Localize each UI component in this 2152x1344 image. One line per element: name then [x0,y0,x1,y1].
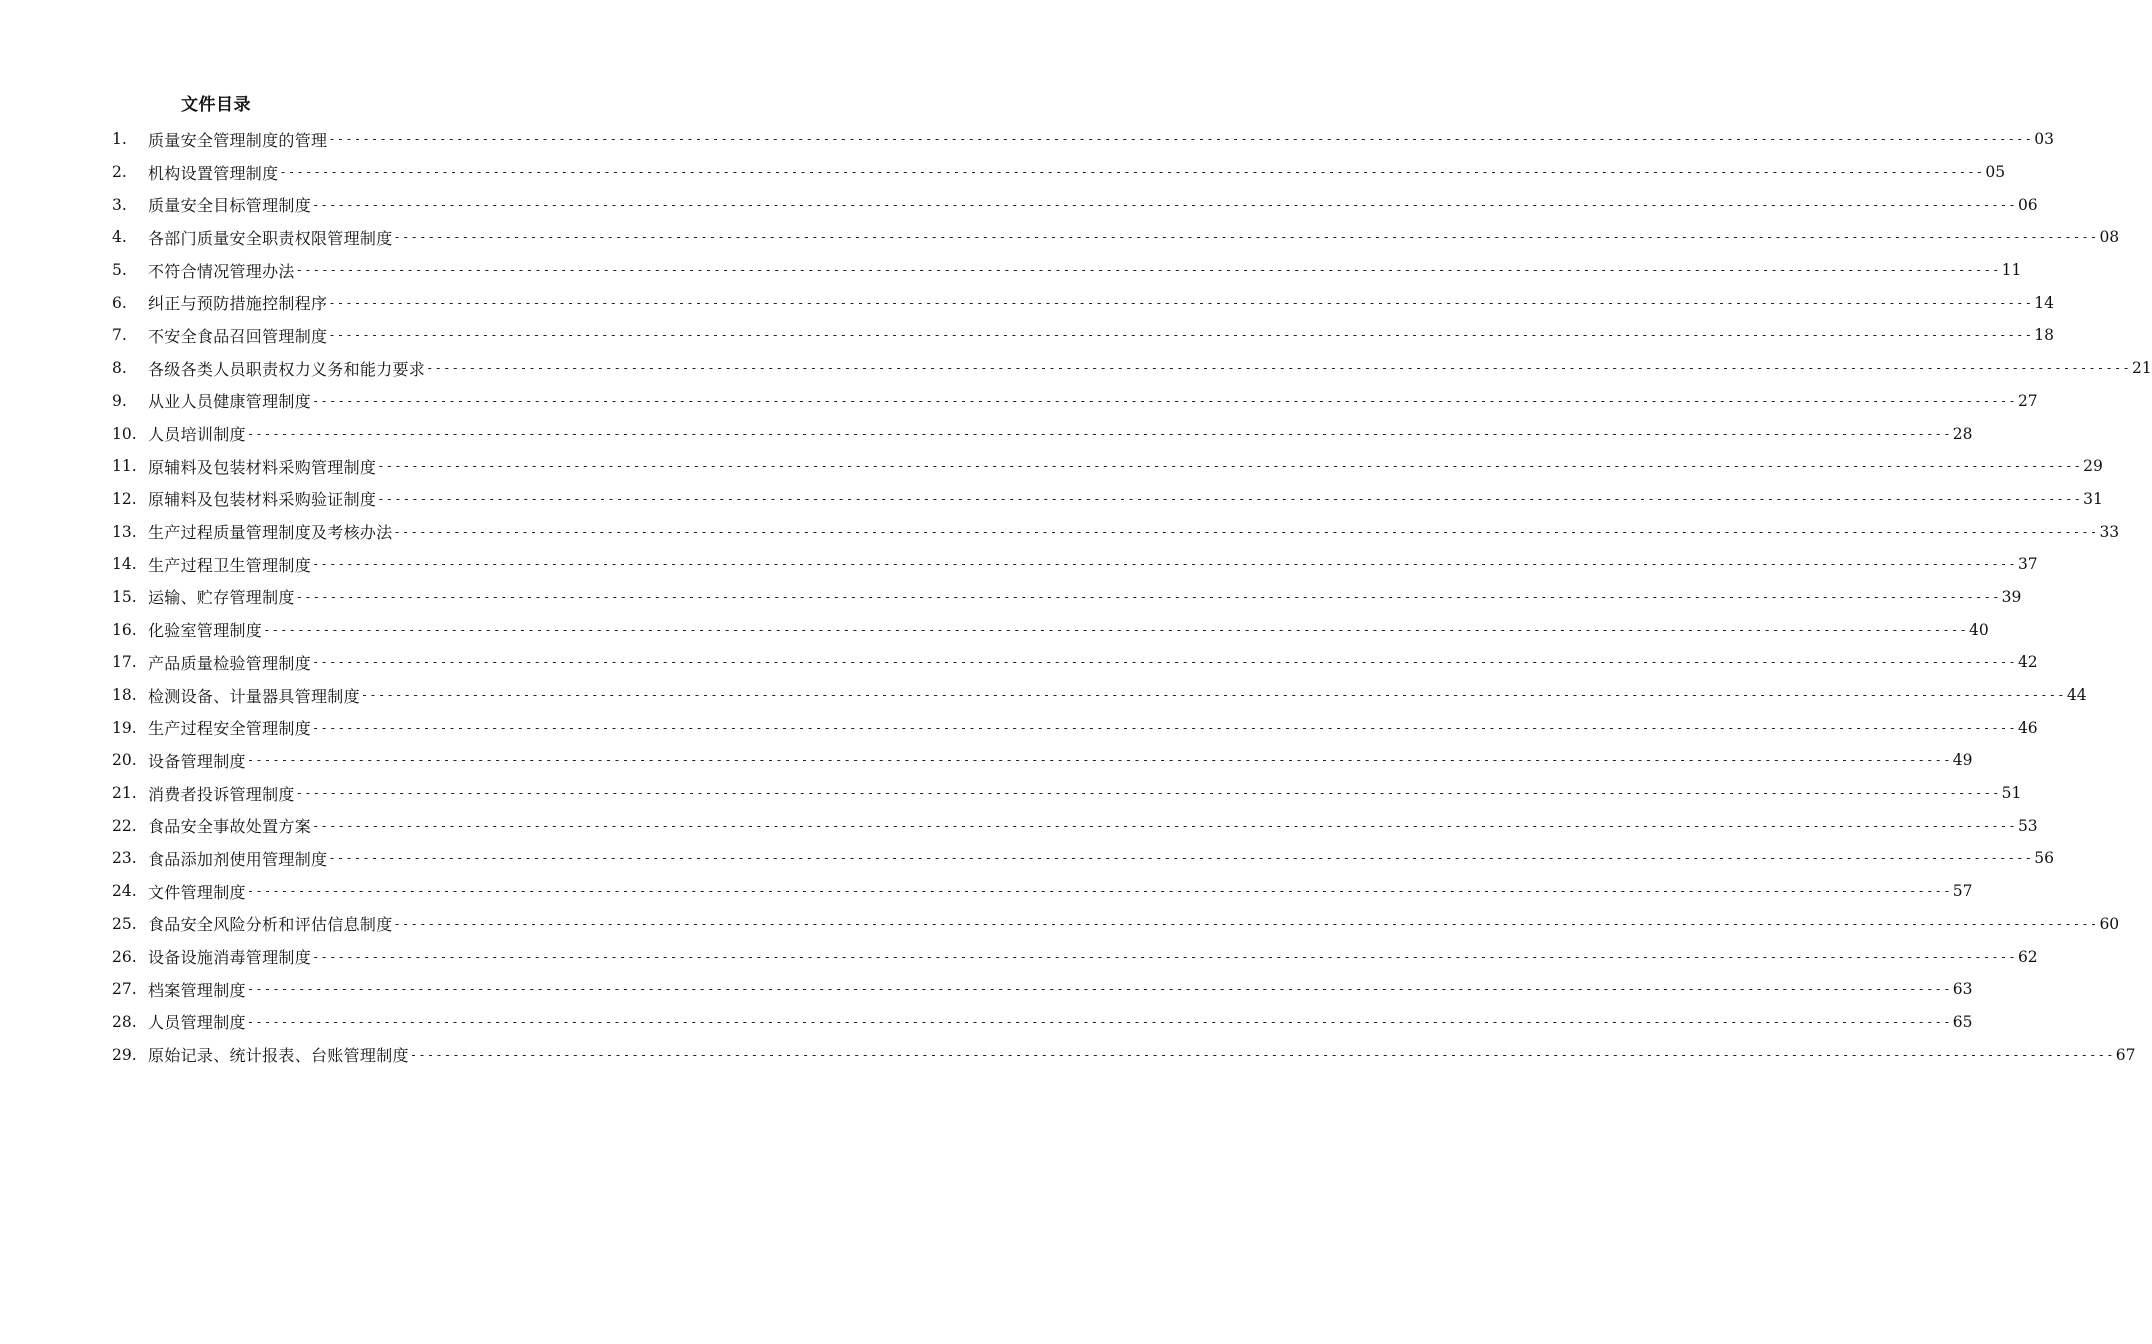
dash-leader: -------------------------------------------------------------------------------------------------------------------------------------------------------------------------------------------------------- [377,459,2083,474]
toc-entry [112,809,2038,842]
toc-entry-page-number: 53 [2017,816,2038,835]
toc-entry-number: 2. [112,163,127,182]
toc-entry-page-number: 65 [1952,1012,1973,1031]
dash-leader: -------------------------------------------------------------------------------------------------------------------------------------------------------------------------------------------------------- [263,622,1969,637]
dash-leader: -------------------------------------------------------------------------------------------------------------------------------------------------------------------------------------------------------- [295,263,2001,278]
toc-entry-title: 食品安全事故处置方案 [148,817,312,837]
toc-entry-page-number: 29 [2083,457,2103,476]
toc-entry-number: 15. [112,587,137,606]
toc-entry-number: 29. [112,1045,137,1064]
dash-leader: -------------------------------------------------------------------------------------------------------------------------------------------------------------------------------------------------------- [312,197,2017,212]
toc-entry [112,385,2038,418]
toc-title: 文件目录 [181,95,251,115]
dash-leader: -------------------------------------------------------------------------------------------------------------------------------------------------------------------------------------------------------- [246,426,1952,441]
toc-entry [112,679,2087,712]
toc-entry [112,515,2120,548]
dash-leader: -------------------------------------------------------------------------------------------------------------------------------------------------------------------------------------------------------- [328,851,2034,866]
toc-entry-page-number: 51 [2001,784,2022,803]
toc-entry-title: 从业人员健康管理制度 [148,392,312,412]
toc-entry-number: 4. [112,228,127,247]
toc-entry [112,254,2022,287]
toc-entry [112,973,1973,1006]
dash-leader: -------------------------------------------------------------------------------------------------------------------------------------------------------------------------------------------------------- [246,1014,1952,1029]
toc-entry-title: 食品安全风险分析和评估信息制度 [148,915,393,935]
toc-entry-page-number: 56 [2034,849,2054,868]
toc-entry-title: 运输、贮存管理制度 [148,588,295,608]
toc-entry-title: 纠正与预防措施控制程序 [148,294,328,314]
toc-entry-title: 质量安全目标管理制度 [148,196,312,216]
dash-leader: -------------------------------------------------------------------------------------------------------------------------------------------------------------------------------------------------------- [312,557,2017,572]
toc-entry-number: 25. [112,914,137,933]
toc-entry [112,156,2006,189]
toc-entry [112,221,2120,254]
toc-entry [112,842,2054,875]
toc-entry-page-number: 31 [2083,489,2103,508]
dash-leader: -------------------------------------------------------------------------------------------------------------------------------------------------------------------------------------------------------- [393,916,2099,931]
toc-entry-title: 生产过程质量管理制度及考核办法 [148,523,393,543]
toc-entry-title: 不符合情况管理办法 [148,261,295,281]
toc-entry-title: 消费者投诉管理制度 [148,784,295,804]
toc-entry-title: 人员管理制度 [148,1013,246,1033]
toc-entry-number: 13. [112,522,137,541]
toc-entry-title: 不安全食品召回管理制度 [148,326,328,346]
toc-entry-title: 原辅料及包装材料采购管理制度 [148,457,377,477]
toc-entry-page-number: 27 [2017,391,2038,410]
toc-entry [112,548,2038,581]
toc-entry [112,1038,2136,1071]
table-of-contents [112,123,2152,1071]
toc-entry-number: 11. [112,457,137,476]
toc-entry-page-number: 08 [2099,228,2120,247]
dash-leader: -------------------------------------------------------------------------------------------------------------------------------------------------------------------------------------------------------- [312,393,2017,408]
toc-entry-title: 食品添加剂使用管理制度 [148,849,328,869]
toc-entry [112,286,2054,319]
toc-entry [112,483,2103,516]
toc-entry-page-number: 33 [2099,522,2120,541]
dash-leader: -------------------------------------------------------------------------------------------------------------------------------------------------------------------------------------------------------- [377,491,2083,506]
toc-entry [112,450,2103,483]
toc-entry [112,940,2038,973]
toc-entry-page-number: 11 [2001,261,2022,280]
toc-entry-page-number: 06 [2017,195,2038,214]
toc-entry-page-number: 18 [2034,326,2054,345]
toc-entry-number: 18. [112,686,137,705]
toc-entry [112,744,1973,777]
toc-entry-title: 各级各类人员职责权力义务和能力要求 [148,359,426,379]
toc-entry-title: 原辅料及包装材料采购验证制度 [148,490,377,510]
dash-leader: -------------------------------------------------------------------------------------------------------------------------------------------------------------------------------------------------------- [393,230,2099,245]
toc-entry-number: 12. [112,489,137,508]
toc-entry-number: 22. [112,816,137,835]
toc-entry-page-number: 37 [2017,555,2038,574]
dash-leader: -------------------------------------------------------------------------------------------------------------------------------------------------------------------------------------------------------- [409,1047,2115,1062]
toc-entry-page-number: 21 [2132,359,2152,378]
toc-entry-number: 1. [112,130,127,149]
dash-leader: -------------------------------------------------------------------------------------------------------------------------------------------------------------------------------------------------------- [312,818,2017,833]
toc-entry-number: 26. [112,947,137,966]
toc-entry [112,123,2054,156]
toc-entry-number: 21. [112,784,137,803]
dash-leader: -------------------------------------------------------------------------------------------------------------------------------------------------------------------------------------------------------- [246,753,1952,768]
toc-entry [112,711,2038,744]
toc-entry-title: 生产过程安全管理制度 [148,719,312,739]
toc-entry [112,188,2038,221]
toc-entry-page-number: 03 [2034,130,2054,149]
toc-entry-title: 产品质量检验管理制度 [148,653,312,673]
toc-entry-number: 14. [112,555,137,574]
toc-entry-title: 检测设备、计量器具管理制度 [148,686,360,706]
toc-entry-page-number: 42 [2017,653,2038,672]
dash-leader: -------------------------------------------------------------------------------------------------------------------------------------------------------------------------------------------------------- [328,295,2034,310]
toc-entry-title: 设备管理制度 [148,751,246,771]
toc-entry-title: 档案管理制度 [148,980,246,1000]
toc-entry-page-number: 63 [1952,980,1973,999]
toc-entry-page-number: 60 [2099,914,2120,933]
toc-entry [112,319,2054,352]
toc-entry-page-number: 49 [1952,751,1973,770]
toc-entry-page-number: 14 [2034,293,2054,312]
toc-entry-number: 10. [112,424,137,443]
toc-entry-title: 各部门质量安全职责权限管理制度 [148,228,393,248]
toc-entry-page-number: 57 [1952,882,1973,901]
toc-entry-number: 27. [112,980,137,999]
dash-leader: -------------------------------------------------------------------------------------------------------------------------------------------------------------------------------------------------------- [295,786,2001,801]
dash-leader: -------------------------------------------------------------------------------------------------------------------------------------------------------------------------------------------------------- [426,361,2132,376]
dash-leader: -------------------------------------------------------------------------------------------------------------------------------------------------------------------------------------------------------- [312,949,2017,964]
toc-entry-number: 3. [112,195,127,214]
toc-entry-number: 17. [112,653,137,672]
toc-entry-number: 6. [112,293,127,312]
toc-entry-title: 文件管理制度 [148,882,246,902]
toc-entry-title: 设备设施消毒管理制度 [148,948,312,968]
dash-leader: -------------------------------------------------------------------------------------------------------------------------------------------------------------------------------------------------------- [246,982,1952,997]
toc-entry [112,875,1973,908]
toc-entry-page-number: 46 [2017,718,2038,737]
toc-entry-number: 9. [112,391,127,410]
dash-leader: -------------------------------------------------------------------------------------------------------------------------------------------------------------------------------------------------------- [246,884,1952,899]
toc-entry-number: 20. [112,751,137,770]
dash-leader: -------------------------------------------------------------------------------------------------------------------------------------------------------------------------------------------------------- [279,165,1985,180]
toc-entry-title: 机构设置管理制度 [148,163,279,183]
toc-entry-title: 人员培训制度 [148,425,246,445]
toc-entry-number: 28. [112,1012,137,1031]
toc-entry-number: 23. [112,849,137,868]
toc-entry-title: 原始记录、统计报表、台账管理制度 [148,1046,409,1066]
toc-entry-page-number: 67 [2115,1045,2136,1064]
dash-leader: -------------------------------------------------------------------------------------------------------------------------------------------------------------------------------------------------------- [360,688,2066,703]
toc-entry-page-number: 28 [1952,424,1973,443]
toc-entry [112,646,2038,679]
toc-entry-number: 24. [112,882,137,901]
toc-entry-title: 化验室管理制度 [148,621,263,641]
toc-entry-page-number: 44 [2066,686,2087,705]
dash-leader: -------------------------------------------------------------------------------------------------------------------------------------------------------------------------------------------------------- [328,132,2034,147]
toc-entry [112,1006,1973,1039]
toc-entry-number: 19. [112,718,137,737]
dash-leader: -------------------------------------------------------------------------------------------------------------------------------------------------------------------------------------------------------- [312,720,2017,735]
toc-entry-title: 质量安全管理制度的管理 [148,130,328,150]
toc-entry-page-number: 05 [1985,163,2006,182]
toc-entry [112,777,2022,810]
toc-entry-title: 生产过程卫生管理制度 [148,555,312,575]
toc-entry [112,417,1973,450]
toc-entry [112,613,1989,646]
toc-entry-number: 7. [112,326,127,345]
dash-leader: -------------------------------------------------------------------------------------------------------------------------------------------------------------------------------------------------------- [295,589,2001,604]
dash-leader: -------------------------------------------------------------------------------------------------------------------------------------------------------------------------------------------------------- [312,655,2017,670]
toc-entry-number: 8. [112,359,127,378]
toc-entry-page-number: 62 [2017,947,2038,966]
toc-entry [112,908,2120,941]
dash-leader: -------------------------------------------------------------------------------------------------------------------------------------------------------------------------------------------------------- [393,524,2099,539]
toc-entry [112,352,2152,385]
toc-entry-number: 16. [112,620,137,639]
toc-entry-number: 5. [112,261,127,280]
toc-entry-page-number: 39 [2001,587,2022,606]
dash-leader: -------------------------------------------------------------------------------------------------------------------------------------------------------------------------------------------------------- [328,328,2034,343]
toc-entry [112,581,2022,614]
toc-entry-page-number: 40 [1969,620,1989,639]
